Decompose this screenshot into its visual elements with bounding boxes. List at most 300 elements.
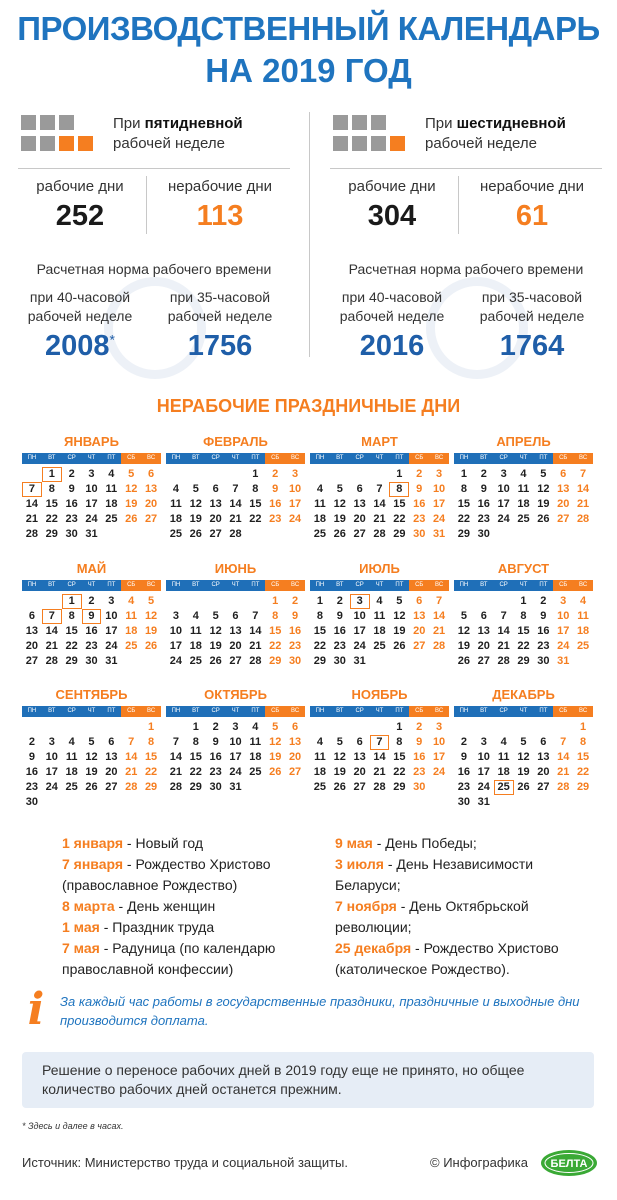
day-cell: 13 [229, 625, 242, 637]
day-cell: 5 [272, 721, 279, 733]
h40-value: 2008* [45, 330, 115, 362]
weekday-label: ПТ [539, 708, 548, 714]
day-cell: 16 [537, 625, 550, 637]
empty-cell [121, 720, 141, 735]
day-cell: 27 [229, 655, 242, 667]
weekday-label: СР [499, 708, 508, 714]
day-cell: 16 [457, 766, 471, 778]
day-cell: 7 [436, 595, 443, 607]
weekday-label: ВТ [480, 455, 488, 461]
day-cell: 27 [209, 528, 222, 540]
month-calendar [22, 560, 161, 669]
days-grid [166, 594, 305, 669]
day-cell: 28 [373, 528, 386, 540]
day-cell: 13 [105, 751, 118, 763]
day-cell: 28 [45, 655, 58, 667]
day-cell: 17 [288, 498, 302, 510]
day-cell: 28 [432, 640, 446, 652]
weekday-header [166, 706, 305, 717]
month-calendar [310, 560, 449, 669]
page-title-line1: ПРОИЗВОДСТВЕННЫЙ КАЛЕНДАРЬ [17, 10, 600, 47]
day-cell: 11 [577, 610, 589, 622]
day-cell: 29 [576, 781, 590, 793]
day-cell: 8 [272, 610, 279, 622]
month-name: ИЮЛЬ [359, 561, 400, 576]
weekday-label: ЧТ [87, 708, 96, 714]
day-cell: 9 [416, 736, 423, 748]
day-cell: 5 [212, 610, 219, 622]
day-cell: 24 [477, 781, 490, 793]
weekday-label: СБ [409, 453, 429, 464]
day-cell: 2 [416, 468, 423, 480]
day-cell: 31 [432, 528, 446, 540]
day-cell: 25 [249, 766, 262, 778]
empty-cell [370, 467, 390, 482]
day-cell: 21 [25, 513, 39, 525]
day-cell: 11 [105, 483, 118, 495]
day-cell: 31 [353, 655, 366, 667]
weekday-label: СР [355, 582, 364, 588]
empty-cell [42, 720, 62, 735]
day-cell: 18 [517, 498, 530, 510]
day-cell: 12 [393, 610, 406, 622]
holiday-day-cell: 3 [350, 594, 370, 609]
holiday-day-cell: 7 [22, 482, 42, 497]
day-cell: 21 [576, 498, 590, 510]
day-cell: 5 [396, 595, 403, 607]
day-cell: 3 [500, 468, 507, 480]
holiday-day-cell: 9 [82, 609, 102, 624]
month-name: ДЕКАБРЬ [492, 687, 555, 702]
month-calendar [310, 686, 449, 795]
six-day-week-icon [333, 115, 411, 155]
day-cell: 23 [269, 513, 282, 525]
day-cell: 19 [333, 513, 346, 525]
day-cell: 5 [336, 736, 343, 748]
weekday-label: ЧТ [87, 455, 96, 461]
day-cell: 2 [292, 595, 299, 607]
empty-cell [206, 467, 226, 482]
day-cell: 21 [373, 766, 386, 778]
day-cell: 24 [169, 655, 183, 667]
empty-cell [514, 720, 534, 735]
copyright-text: © Инфографика [430, 1155, 529, 1170]
day-cell: 6 [540, 736, 547, 748]
day-cell: 22 [65, 640, 78, 652]
empty-cell [330, 467, 350, 482]
day-cell: 12 [85, 751, 98, 763]
weekday-label: СР [499, 582, 508, 588]
note-text: Решение о переносе рабочих дней в 2019 году еще не принято, но общее количество рабочих дней останется прежним. [42, 1062, 525, 1097]
weekday-label: СБ [121, 580, 141, 591]
day-cell: 2 [540, 595, 547, 607]
weekday-label: СР [67, 582, 76, 588]
day-cell: 24 [288, 513, 302, 525]
empty-cell [101, 720, 121, 735]
weekday-label: ЧТ [519, 455, 528, 461]
day-cell: 18 [313, 766, 327, 778]
day-cell: 6 [212, 483, 219, 495]
day-cell: 6 [292, 721, 299, 733]
day-cell: 7 [580, 468, 587, 480]
day-cell: 20 [477, 640, 490, 652]
day-cell: 16 [209, 751, 222, 763]
day-cell: 9 [292, 610, 299, 622]
day-cell: 17 [229, 751, 242, 763]
day-cell: 26 [125, 513, 138, 525]
month-calendar [454, 433, 593, 542]
day-cell: 13 [413, 610, 426, 622]
day-cell: 8 [48, 483, 55, 495]
empty-cell [350, 467, 370, 482]
days-grid [166, 720, 305, 795]
day-cell: 14 [432, 610, 446, 622]
weekday-header [454, 453, 593, 464]
holiday-list-left [62, 833, 312, 980]
weekday-label: СР [211, 708, 220, 714]
weekday-label: СБ [409, 706, 429, 717]
norm-label: Расчетная норма рабочего времени [36, 261, 272, 277]
day-cell: 23 [457, 781, 471, 793]
weekday-label: СР [355, 708, 364, 714]
day-cell: 15 [313, 625, 327, 637]
day-cell: 30 [65, 528, 78, 540]
day-cell: 20 [353, 766, 366, 778]
day-cell: 24 [432, 766, 446, 778]
day-cell: 17 [432, 498, 446, 510]
weekday-label: ВС [429, 453, 449, 464]
weekday-label: ВТ [336, 582, 344, 588]
day-cell: 4 [128, 595, 135, 607]
day-cell: 26 [457, 655, 471, 667]
day-cell: 11 [189, 625, 202, 637]
day-cell: 1 [460, 468, 467, 480]
day-cell: 23 [413, 513, 426, 525]
day-cell: 12 [125, 483, 138, 495]
day-cell: 19 [537, 498, 550, 510]
day-cell: 27 [477, 655, 490, 667]
month-name: МАЙ [76, 561, 107, 576]
days-grid [166, 467, 305, 542]
weekday-label: ВС [141, 453, 161, 464]
day-cell: 31 [557, 655, 570, 667]
day-cell: 12 [457, 625, 471, 637]
day-cell: 6 [560, 468, 567, 480]
month-name: ЯНВАРЬ [64, 434, 119, 449]
day-cell: 19 [189, 513, 202, 525]
day-cell: 6 [232, 610, 239, 622]
day-cell: 23 [85, 640, 98, 652]
day-cell: 30 [457, 796, 471, 808]
day-cell: 10 [229, 736, 242, 748]
belta-logo [540, 1148, 598, 1178]
day-cell: 4 [172, 483, 179, 495]
weekday-label: ЧТ [519, 582, 528, 588]
six-day-week-label: При шестидневной рабочей неделе [425, 115, 566, 152]
day-cell: 27 [25, 655, 39, 667]
day-cell: 27 [105, 781, 118, 793]
day-cell: 19 [333, 766, 346, 778]
weekday-label: ПН [171, 455, 181, 461]
working-days-label: рабочие дни [348, 178, 436, 195]
days-grid [454, 594, 593, 669]
weekday-label: ЧТ [231, 708, 240, 714]
holiday-item: 7 января - Рождество Христово (православное Рождество) [62, 856, 271, 893]
days-grid [22, 720, 161, 810]
day-cell: 13 [25, 625, 39, 637]
day-cell: 20 [537, 766, 550, 778]
day-cell: 10 [557, 610, 570, 622]
day-cell: 15 [393, 498, 406, 510]
day-cell: 3 [172, 610, 179, 622]
empty-cell [186, 467, 206, 482]
day-cell: 20 [105, 766, 118, 778]
day-cell: 16 [65, 498, 78, 510]
day-cell: 14 [125, 751, 138, 763]
info-icon: i [27, 984, 45, 1035]
day-cell: 29 [45, 528, 58, 540]
day-cell: 16 [269, 498, 282, 510]
holiday-item: 7 мая - Радуница (по календарю православной конфессии) [62, 940, 276, 977]
day-cell: 25 [517, 513, 530, 525]
day-cell: 7 [252, 610, 259, 622]
day-cell: 11 [517, 483, 530, 495]
day-cell: 6 [148, 468, 155, 480]
empty-cell [62, 720, 82, 735]
weekday-label: ПТ [539, 455, 548, 461]
nonworking-days-value: 113 [196, 200, 244, 232]
empty-cell [22, 720, 42, 735]
weekday-label: ПТ [539, 582, 548, 588]
day-cell: 4 [376, 595, 383, 607]
day-cell: 13 [288, 736, 302, 748]
day-cell: 10 [477, 751, 490, 763]
empty-cell [454, 720, 474, 735]
day-cell: 8 [396, 736, 403, 748]
day-cell: 19 [85, 766, 98, 778]
day-cell: 28 [497, 655, 510, 667]
day-cell: 28 [25, 528, 39, 540]
day-cell: 4 [316, 483, 323, 495]
weekday-label: ВС [429, 580, 449, 591]
day-cell: 25 [313, 528, 327, 540]
empty-cell [226, 467, 246, 482]
month-name: АВГУСТ [497, 561, 550, 576]
empty-cell [226, 594, 246, 609]
weekday-header [22, 706, 161, 717]
nonworking-days-value: 61 [515, 200, 549, 232]
day-cell: 14 [229, 498, 242, 510]
empty-cell [166, 467, 186, 482]
month-calendar [166, 686, 305, 795]
day-cell: 29 [393, 781, 406, 793]
month-calendar [22, 433, 161, 542]
weekday-label: ЧТ [375, 582, 384, 588]
day-cell: 20 [229, 640, 242, 652]
day-cell: 14 [45, 625, 58, 637]
empty-cell [206, 594, 226, 609]
day-cell: 20 [209, 513, 222, 525]
day-cell: 5 [520, 736, 527, 748]
weekday-label: ЧТ [519, 708, 528, 714]
day-cell: 9 [540, 610, 547, 622]
day-cell: 8 [252, 483, 259, 495]
h35-value: 1756 [187, 330, 253, 362]
day-cell: 2 [416, 721, 423, 733]
weekday-header [166, 580, 305, 591]
day-cell: 24 [45, 781, 58, 793]
day-cell: 28 [557, 781, 570, 793]
weekday-label: ПТ [107, 582, 116, 588]
weekday-label: СБ [553, 453, 573, 464]
working-days-value: 252 [55, 200, 105, 232]
day-cell: 5 [128, 468, 135, 480]
holiday-list-right [335, 833, 595, 980]
day-cell: 8 [520, 610, 527, 622]
day-cell: 7 [376, 483, 383, 495]
holidays-title: НЕРАБОЧИЕ ПРАЗДНИЧНЫЕ ДНИ [156, 396, 461, 416]
day-cell: 23 [537, 640, 550, 652]
day-cell: 3 [88, 468, 95, 480]
weekday-label: ПН [27, 455, 37, 461]
five-day-week-label: При пятидневной рабочей неделе [113, 115, 243, 152]
day-cell: 5 [336, 483, 343, 495]
day-cell: 5 [148, 595, 155, 607]
day-cell: 11 [125, 610, 138, 622]
days-grid [310, 720, 449, 795]
month-calendar [454, 560, 593, 669]
day-cell: 20 [288, 751, 302, 763]
weekday-label: ПН [315, 582, 325, 588]
weekday-header [22, 453, 161, 464]
weekday-label: СБ [121, 453, 141, 464]
day-cell: 14 [373, 751, 386, 763]
day-cell: 16 [25, 766, 39, 778]
day-cell: 30 [25, 796, 39, 808]
day-cell: 14 [497, 625, 510, 637]
day-cell: 25 [169, 528, 183, 540]
weekday-label: СБ [265, 453, 285, 464]
day-cell: 2 [480, 468, 487, 480]
day-cell: 22 [45, 513, 58, 525]
day-cell: 2 [212, 721, 219, 733]
norm-label: Расчетная норма рабочего времени [348, 261, 584, 277]
weekday-label: ЧТ [231, 582, 240, 588]
weekday-label: ПТ [395, 455, 404, 461]
day-cell: 14 [25, 498, 39, 510]
day-cell: 29 [313, 655, 327, 667]
day-cell: 5 [192, 483, 199, 495]
h40-label: при 40-часовой рабочей неделе [339, 289, 445, 324]
day-cell: 24 [105, 640, 118, 652]
weekday-label: ПН [171, 708, 181, 714]
day-cell: 25 [373, 640, 386, 652]
weekday-label: ПН [315, 455, 325, 461]
day-cell: 23 [333, 640, 346, 652]
h35-value: 1764 [499, 330, 565, 362]
day-cell: 15 [576, 751, 590, 763]
day-cell: 24 [229, 766, 242, 778]
day-cell: 17 [477, 766, 490, 778]
day-cell: 3 [480, 736, 487, 748]
day-cell: 23 [209, 766, 222, 778]
day-cell: 18 [497, 766, 510, 778]
day-cell: 18 [105, 498, 118, 510]
weekday-label: ВС [285, 706, 305, 717]
day-cell: 31 [105, 655, 118, 667]
day-cell: 8 [316, 610, 323, 622]
day-cell: 4 [68, 736, 75, 748]
day-cell: 20 [144, 498, 158, 510]
day-cell: 26 [189, 528, 202, 540]
day-cell: 9 [480, 483, 487, 495]
day-cell: 30 [413, 528, 426, 540]
weekday-label: СР [67, 455, 76, 461]
day-cell: 6 [356, 483, 363, 495]
day-cell: 13 [353, 498, 366, 510]
day-cell: 22 [393, 513, 406, 525]
day-cell: 24 [85, 513, 98, 525]
day-cell: 25 [105, 513, 118, 525]
day-cell: 19 [457, 640, 471, 652]
day-cell: 30 [333, 655, 346, 667]
day-cell: 28 [249, 655, 262, 667]
day-cell: 27 [537, 781, 550, 793]
weekday-header [22, 580, 161, 591]
day-cell: 14 [373, 498, 386, 510]
day-cell: 21 [45, 640, 58, 652]
day-cell: 11 [170, 498, 182, 510]
weekday-header [310, 453, 449, 464]
day-cell: 15 [249, 498, 262, 510]
weekday-label: ПН [27, 582, 37, 588]
day-cell: 13 [477, 625, 490, 637]
day-cell: 29 [517, 655, 530, 667]
day-cell: 31 [229, 781, 242, 793]
day-cell: 9 [416, 483, 423, 495]
weekday-label: СБ [409, 580, 429, 591]
weekday-label: ЧТ [87, 582, 96, 588]
day-cell: 10 [497, 483, 510, 495]
day-cell: 10 [105, 610, 118, 622]
day-cell: 19 [209, 640, 222, 652]
day-cell: 1 [396, 468, 403, 480]
day-cell: 26 [537, 513, 550, 525]
empty-cell [370, 720, 390, 735]
day-cell: 25 [576, 640, 590, 652]
day-cell: 12 [537, 483, 550, 495]
day-cell: 3 [436, 721, 443, 733]
day-cell: 13 [537, 751, 550, 763]
day-cell: 11 [65, 751, 78, 763]
holiday-item: 1 мая - Праздник труда [62, 919, 215, 935]
weekday-label: ВТ [480, 582, 488, 588]
day-cell: 17 [85, 498, 98, 510]
day-cell: 5 [88, 736, 95, 748]
day-cell: 12 [333, 498, 346, 510]
day-cell: 18 [169, 513, 183, 525]
day-cell: 8 [460, 483, 467, 495]
days-grid [22, 467, 161, 542]
day-cell: 21 [373, 513, 386, 525]
day-cell: 25 [65, 781, 78, 793]
weekday-label: ВС [573, 706, 593, 717]
day-cell: 1 [252, 468, 259, 480]
h40-label: при 40-часовой рабочей неделе [27, 289, 133, 324]
day-cell: 25 [189, 655, 202, 667]
day-cell: 10 [288, 483, 302, 495]
day-cell: 11 [497, 751, 510, 763]
